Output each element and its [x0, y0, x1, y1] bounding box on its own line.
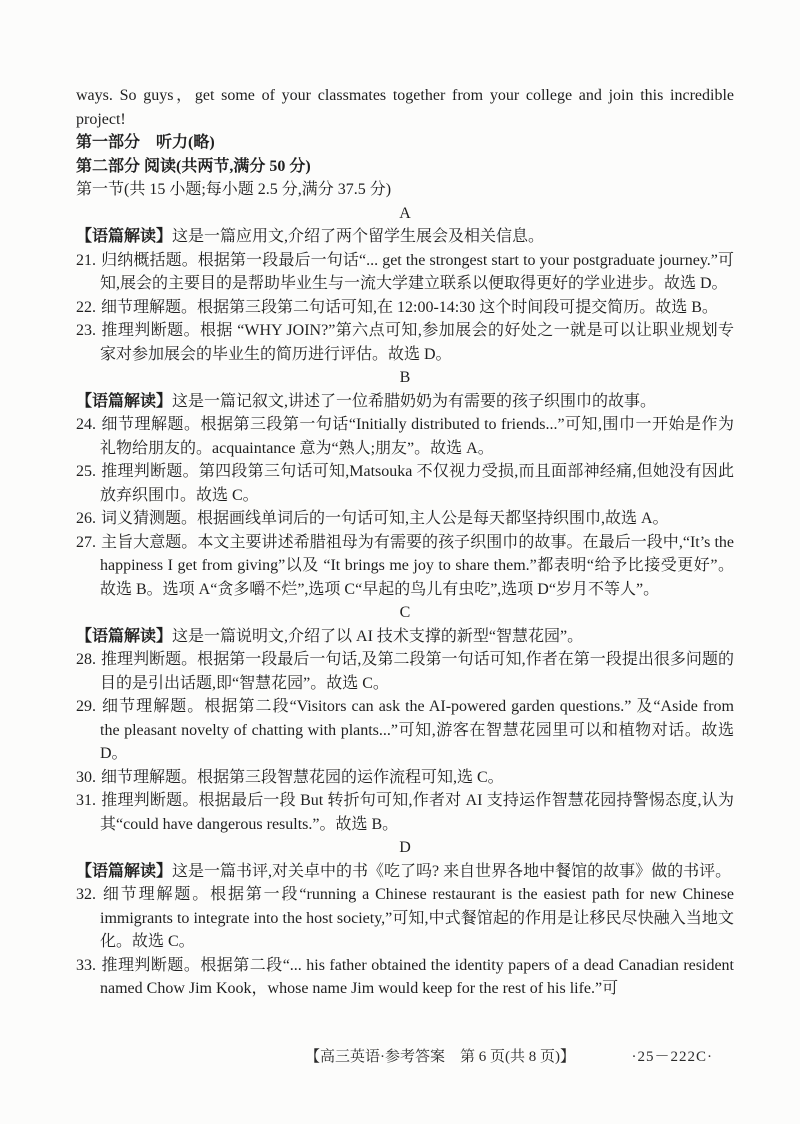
overview-tag: 【语篇解读】 [76, 862, 173, 880]
passage-overview-d [76, 860, 734, 884]
item-number: 26. [76, 510, 96, 527]
page-content [76, 84, 734, 1001]
footer-paper-code: ·25－222C· [631, 1049, 713, 1065]
item-text: 推理判断题。根据第一段最后一句话,及第二段第一句话可知,作者在第一段提出很多问题的目的是引出话题,即“智慧花园”。故选 C。 [100, 651, 734, 692]
overview-tag: 【语篇解读】 [76, 392, 173, 410]
passage-label-b: B [399, 369, 411, 386]
item-text: 主旨大意题。本文主要讲述希腊祖母为有需要的孩子织围巾的故事。在最后一段中,“It’s the happiness I get from giving”以及 “It brings me joy to share them.”都表明“给予比接受更好”。故选 B。选项 A“贪多嚼不烂”,选项 C“早起的鸟儿有虫吃”,选项 D“岁月不等人”。 [100, 533, 734, 598]
answer-item-32 [76, 883, 734, 954]
item-text: 推理判断题。根据 “WHY JOIN?”第六点可知,参加展会的好处之一就是可以让职业规划专家对参加展会的毕业生的简历进行评估。故选 D。 [100, 322, 734, 363]
answer-item-22 [76, 296, 734, 320]
overview-tag: 【语篇解读】 [76, 228, 173, 245]
item-number: 30. [76, 768, 96, 786]
answer-item-26 [76, 507, 734, 531]
item-number: 23. [76, 322, 96, 339]
item-number: 27. [76, 533, 96, 551]
intro-paragraph: ways. So guys，get some of your classmates together from your college and join this incredible project! [76, 87, 734, 128]
answer-item-21 [76, 249, 734, 296]
item-number: 21. [76, 251, 96, 269]
answer-item-29 [76, 695, 734, 766]
answer-item-27 [76, 531, 734, 602]
item-text: 推理判断题。根据最后一段 But 转折句可知,作者对 AI 支持运作智慧花园持警惕态度,认为其“could have dangerous results.”。故选 B。 [100, 792, 734, 833]
item-number: 22. [76, 298, 96, 316]
answer-item-33 [76, 954, 734, 1001]
item-number: 31. [76, 792, 96, 809]
item-text: 细节理解题。根据第三段第一句话“Initially distributed to friends...”可知,围巾一开始是作为礼物给朋友的。acquaintance 意为“熟人;朋友”。故选 A。 [100, 416, 734, 457]
heading-part1-listening: 第一部分 听力(略) [76, 134, 215, 151]
page-footer [0, 1046, 800, 1068]
overview-text: 这是一篇记叙文,讲述了一位希腊奶奶为有需要的孩子织围巾的故事。 [172, 392, 657, 410]
footer-page-indicator: 【高三英语·参考答案 第 6 页(共 8 页)】 [305, 1049, 575, 1065]
passage-overview-c [76, 625, 734, 649]
overview-text: 这是一篇书评,对关卓中的书《吃了吗? 来自世界各地中餐馆的故事》做的书评。 [172, 862, 732, 880]
overview-text: 这是一篇应用文,介绍了两个留学生展会及相关信息。 [172, 228, 545, 245]
item-text: 归纳概括题。根据第一段最后一句话“... get the strongest start to your postgraduate journey.”可知,展会的主要目的是帮助毕业生与一流大学建立联系以便取得更好的学业进步。故选 D。 [100, 251, 734, 292]
passage-label-a: A [399, 204, 411, 222]
passage-label-d: D [399, 839, 411, 856]
item-number: 24. [76, 416, 96, 433]
answer-item-23 [76, 319, 734, 366]
item-number: 33. [76, 956, 96, 974]
item-text: 推理判断题。根据第二段“... his father obtained the identity papers of a dead Canadian resident named Chow Jim Kook，whose name Jim would keep for the rest of his life.”可 [100, 956, 734, 997]
item-text: 细节理解题。根据第二段“Visitors can ask the AI-powered garden questions.” 及“Aside from the pleasant novelty of chatting with plants...”可知,游客在智慧花园里可以和植物对话。故选 D。 [100, 698, 734, 762]
item-number: 28. [76, 651, 96, 668]
item-text: 推理判断题。第四段第三句话可知,Matsouka 不仅视力受损,而且面部神经痛,但她没有因此放弃织围巾。故选 C。 [100, 463, 734, 504]
passage-overview-a [76, 225, 734, 249]
heading-part2-reading: 第二部分 阅读(共两节,满分 50 分) [76, 157, 311, 175]
answer-item-24 [76, 413, 734, 460]
overview-tag: 【语篇解读】 [76, 627, 173, 645]
passage-overview-b [76, 390, 734, 414]
item-number: 25. [76, 463, 96, 480]
answer-item-28 [76, 648, 734, 695]
item-number: 32. [76, 886, 96, 903]
item-text: 细节理解题。根据第一段“running a Chinese restaurant is the easiest path for new Chinese immigrants to integrate into the host society,”可知,中式餐馆起的作用是让移民尽快融入当地文化。故选 C。 [100, 886, 734, 950]
item-number: 29. [76, 698, 96, 715]
item-text: 细节理解题。根据第三段智慧花园的运作流程可知,选 C。 [101, 768, 504, 786]
answer-item-31 [76, 789, 734, 836]
item-text: 细节理解题。根据第三段第二句话可知,在 12:00-14:30 这个时间段可提交简历。故选 B。 [101, 298, 718, 316]
overview-text: 这是一篇说明文,介绍了以 AI 技术支撑的新型“智慧花园”。 [172, 627, 584, 645]
answer-item-25 [76, 460, 734, 507]
passage-label-c: C [399, 604, 411, 621]
item-text: 词义猜测题。根据画线单词后的一句话可知,主人公是每天都坚持织围巾,故选 A。 [101, 510, 669, 527]
answer-item-30 [76, 766, 734, 790]
heading-section1: 第一节(共 15 小题;每小题 2.5 分,满分 37.5 分) [76, 181, 392, 198]
